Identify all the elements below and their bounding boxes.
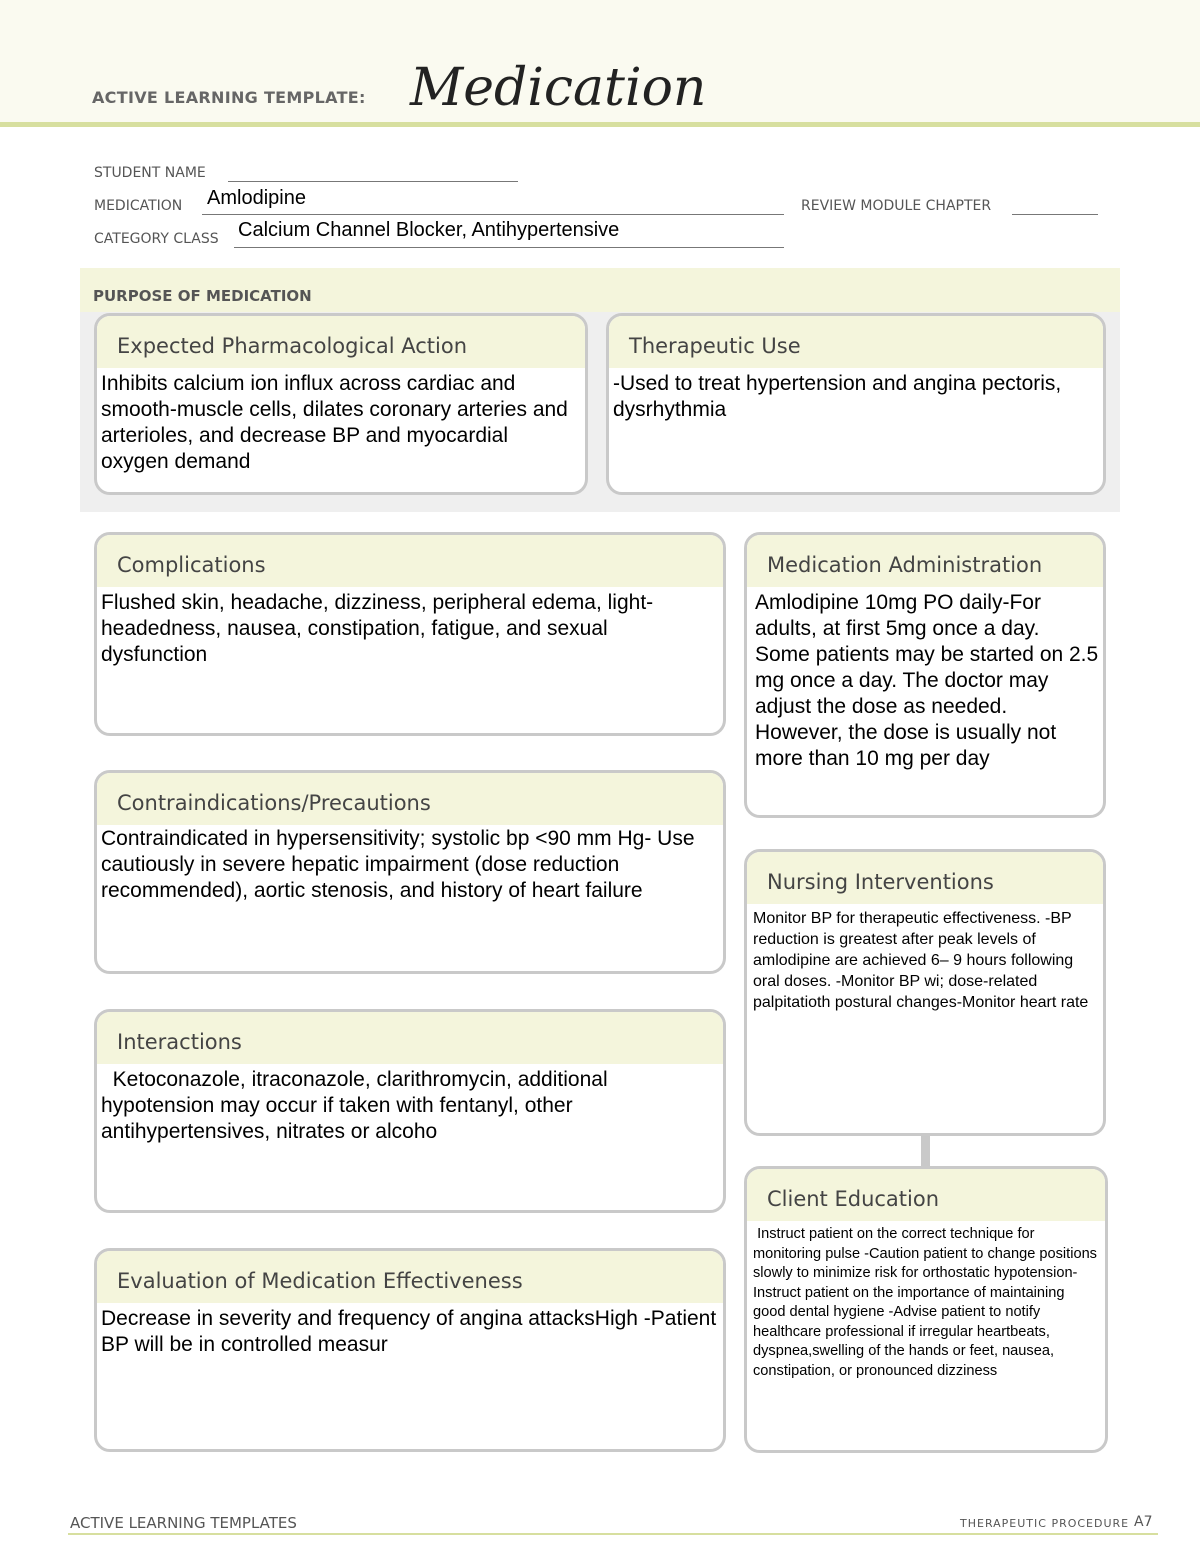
connector-bar [921, 1135, 930, 1167]
expected-action-box [94, 313, 588, 495]
education-text[interactable]: Instruct patient on the correct technique for monitoring pulse -Caution patient to change positions slowly to minimize risk for orthostatic hypotension-Instruct patient on the importance of maintaining good dental hygiene -Advise patient to notify healthcare professional if irregular heartbeats, dyspnea,swelling of the hands or feet, nausea, constipation, or pronounced dizziness [753, 1226, 1102, 1379]
interactions-title: Interactions [97, 1012, 723, 1064]
category-line [234, 247, 784, 248]
purpose-label: PURPOSE OF MEDICATION [93, 287, 312, 305]
footer-right: THERAPEUTIC PROCEDURE [960, 1517, 1130, 1530]
nursing-text[interactable]: Monitor BP for therapeutic effectiveness. -BP reduction is greatest after peak levels of amlodipine are achieved 6– 9 hours following oral doses. -Monitor BP wi; dose-related palpitatioth postural changes-Monitor heart rate [753, 910, 1089, 1011]
medication-field[interactable]: Amlodipine [207, 187, 306, 209]
complications-box [94, 532, 726, 736]
administration-box [744, 532, 1106, 818]
contraindications-title: Contraindications/Precautions [97, 773, 723, 825]
administration-text[interactable]: Amlodipine 10mg PO daily-For adults, at first 5mg once a day. Some patients may be started on 2.5 mg once a day. The doctor may adjust the dose as needed. However, the dose is usually not more than 10 mg per day [755, 591, 1099, 770]
evaluation-text[interactable]: Decrease in severity and frequency of angina attacksHigh -Patient BP will be in controlled measur [101, 1307, 717, 1356]
contraindications-text[interactable]: Contraindicated in hypersensitivity; systolic bp <90 mm Hg- Use cautiously in severe hepatic impairment (dose reduction recommended), aortic stenosis, and history of heart failure [101, 827, 695, 902]
evaluation-title: Evaluation of Medication Effectiveness [97, 1251, 723, 1303]
interactions-box [94, 1009, 726, 1213]
therapeutic-use-title: Therapeutic Use [609, 316, 1103, 368]
evaluation-box [94, 1248, 726, 1452]
contraindications-box [94, 770, 726, 974]
review-module-line [1012, 214, 1098, 215]
interactions-text[interactable]: Ketoconazole, itraconazole, clarithromycin, additional hypotension may occur if taken with fentanyl, other antihypertensives, nitrates or alcoho [101, 1068, 614, 1143]
student-name-line [228, 181, 518, 182]
student-name-label: STUDENT NAME [94, 165, 206, 181]
footer-left: ACTIVE LEARNING TEMPLATES [70, 1514, 297, 1532]
complications-text[interactable]: Flushed skin, headache, dizziness, peripheral edema, light-headedness, nausea, constipation, fatigue, and sexual dysfunction [101, 591, 654, 666]
footer-rule [68, 1533, 1158, 1535]
education-title: Client Education [747, 1169, 1105, 1221]
nursing-box [744, 849, 1106, 1136]
therapeutic-use-box [606, 313, 1106, 495]
category-field[interactable]: Calcium Channel Blocker, Antihypertensive [238, 219, 620, 241]
page-title: Medication [410, 58, 707, 118]
complications-title: Complications [97, 535, 723, 587]
page-number: A7 [1134, 1514, 1153, 1530]
expected-action-title: Expected Pharmacological Action [97, 316, 585, 368]
template-label: ACTIVE LEARNING TEMPLATE: [92, 88, 366, 107]
category-label: CATEGORY CLASS [94, 231, 219, 247]
medication-line [202, 214, 784, 215]
medication-label: MEDICATION [94, 198, 183, 214]
education-box [744, 1166, 1108, 1453]
nursing-title: Nursing Interventions [747, 852, 1103, 904]
header-rule [0, 122, 1200, 127]
therapeutic-use-text[interactable]: -Used to treat hypertension and angina pectoris, dysrhythmia [613, 372, 1062, 421]
administration-title: Medication Administration [747, 535, 1103, 587]
expected-action-text[interactable]: Inhibits calcium ion influx across cardiac and smooth-muscle cells, dilates coronary arteries and arterioles, and decrease BP and myocardial oxygen demand [101, 372, 568, 473]
review-module-label: REVIEW MODULE CHAPTER [801, 198, 992, 214]
